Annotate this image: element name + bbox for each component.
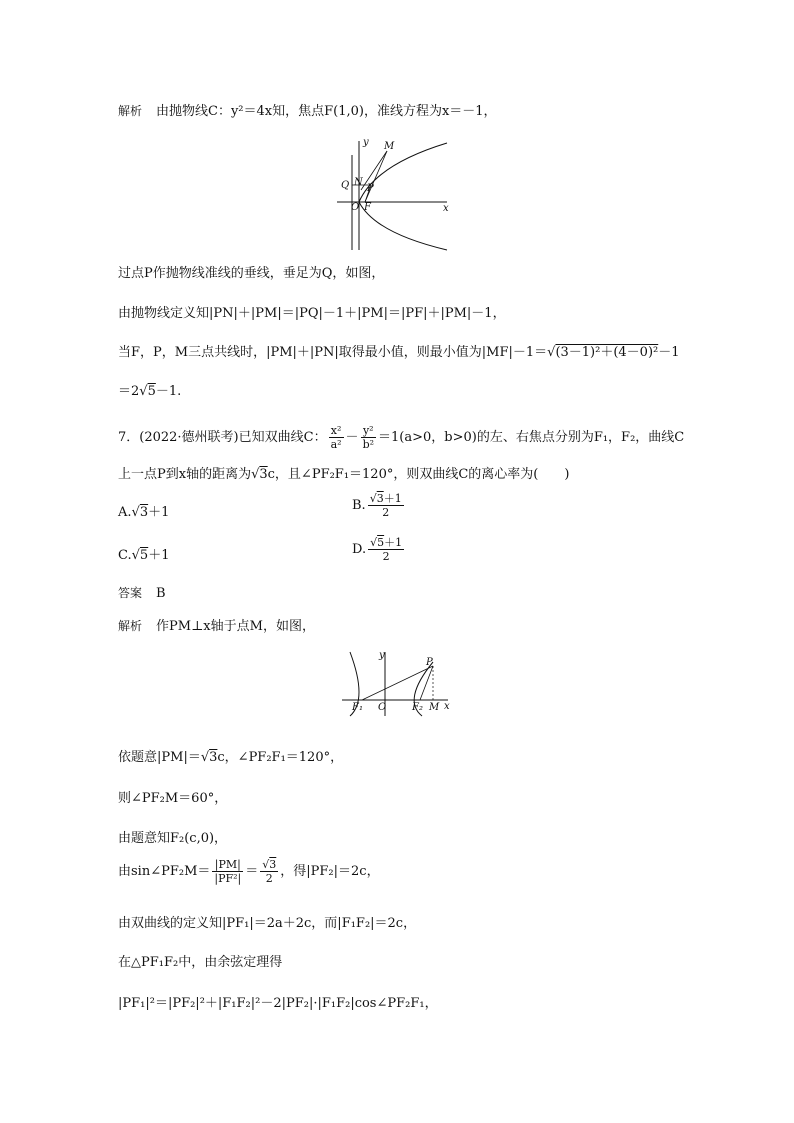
- solution-2-line-8: |PF₁|²＝|PF₂|²＋|F₁F₂|²－2|PF₂|·|F₁F₂|cos∠PF₂F₁，: [118, 996, 438, 1011]
- solution-2-label: 解析: [118, 619, 143, 633]
- q7-frac-x: $\frac{\text{x²}}{\text{a²}}$: [330, 424, 342, 451]
- parabola-curve: [359, 143, 447, 250]
- solution-line-1: [118, 102, 497, 121]
- line4-pre: 当F，P，M三点共线时，|PM|＋|PN|取得最小值，则最小值为|MF|－1＝√: [118, 345, 556, 360]
- fig1-label-M: M: [384, 141, 395, 152]
- solution-2-line-4: 由题意知F₂(c,0)，: [118, 831, 228, 846]
- hyperbola-figure: [340, 648, 455, 718]
- solution-text: 由抛物线C：y²＝4x知，焦点F(1,0)，准线方程为x＝－1，: [156, 104, 497, 119]
- q7-line2-pre: 上一点P到x轴的距离为√: [118, 467, 260, 482]
- fig1-label-x: x: [443, 203, 449, 214]
- line4-radicand: (3－1)²＋(4－0)²: [555, 345, 659, 360]
- option-D-frac: $\frac{√5+1}{2}$: [370, 536, 403, 563]
- line5-post: －1.: [155, 384, 182, 399]
- solution-2-line-1: [118, 617, 315, 636]
- solution-2-line-6: 由双曲线的定义知|PF₁|＝2a＋2c，而|F₁F₂|＝2c，: [118, 916, 417, 931]
- answer-label: 答案: [118, 586, 143, 600]
- option-A-label: A.: [118, 505, 132, 520]
- option-B-frac: $\frac{√3+1}{2}$: [369, 492, 402, 519]
- option-B-label: B.: [352, 498, 366, 513]
- q7-tail: ＝1(a>0，b>0)的左、右焦点分别为F₁，F₂，曲线C: [378, 430, 685, 445]
- parabola-figure: [335, 135, 455, 253]
- fig1-label-N: N: [354, 177, 363, 188]
- solution-2-line-5: 由sin∠PF₂M＝ $\frac{|PM|}{\text{|PF²|}}$ ＝ $\frac{√3}{2}$ ，得|PF₂|＝2c，: [118, 858, 380, 885]
- fig2-label-O: O: [378, 702, 387, 713]
- fig2-label-F2: F₂: [412, 702, 423, 713]
- line5-rad: 5: [147, 384, 156, 399]
- s4-frac-1: $\frac{|PM|}{\text{|PF²|}}$: [214, 858, 242, 885]
- solution-line-5: [118, 383, 181, 401]
- fig2-label-y: y: [379, 650, 385, 661]
- option-C-label: C.: [118, 548, 132, 563]
- q7-line2-rad: 3: [259, 467, 268, 482]
- q7-head: 7．(2022·德州联考)已知双曲线C：: [118, 430, 327, 445]
- fig2-label-P: P: [426, 657, 433, 668]
- q7-frac-y: $\frac{\text{y²}}{\text{b²}}$: [362, 424, 375, 451]
- solution-line-3: 由抛物线定义知|PN|＋|PM|＝|PQ|－1＋|PM|＝|PF|＋|PM|－1，: [118, 306, 506, 321]
- fig2-label-F1: F₁: [352, 702, 363, 713]
- fig1-label-y: y: [363, 137, 369, 148]
- fig2-label-x: x: [444, 701, 450, 712]
- solution-2-text: 作PM⊥x轴于点M，如图，: [156, 619, 315, 634]
- option-D[interactable]: [352, 536, 406, 570]
- s4-frac-2: $\frac{√3}{2}$: [262, 858, 277, 885]
- solution-2-line-2: 依题意|PM|＝√3c，∠PF₂F₁＝120°，: [118, 750, 344, 765]
- solution-2-line-3: 则∠PF₂M＝60°，: [118, 791, 228, 806]
- solution-line-2: 过点P作抛物线准线的垂线，垂足为Q，如图，: [118, 266, 385, 281]
- fig1-label-O: O: [351, 202, 360, 213]
- solution-2-line-7: 在△PF₁F₂中，由余弦定理得: [118, 955, 283, 970]
- answer-line: [118, 584, 166, 603]
- fig1-label-F: F: [364, 202, 371, 213]
- fig1-label-P: P: [367, 183, 374, 194]
- question-7-line-1: [118, 424, 684, 452]
- fig2-label-M: M: [429, 702, 440, 713]
- solution-line-4: [118, 344, 680, 362]
- fig1-label-Q: Q: [341, 180, 350, 191]
- option-D-label: D.: [352, 542, 367, 557]
- option-B[interactable]: [352, 492, 406, 526]
- line5-pre: ＝2√: [118, 384, 148, 399]
- q7-line2-post: c，且∠PF₂F₁＝120°，则双曲线C的离心率为( ): [267, 467, 570, 482]
- segment-NM: [361, 151, 387, 190]
- option-C[interactable]: C.√5＋1: [118, 548, 170, 563]
- line4-post: －1: [658, 345, 680, 360]
- option-A[interactable]: A.√3＋1: [118, 505, 170, 520]
- solution-label: 解析: [118, 104, 143, 118]
- question-7-line-2: [118, 466, 569, 484]
- q7-minus: －: [345, 430, 359, 445]
- answer-value: B: [156, 586, 166, 601]
- segment-FM: [365, 151, 387, 202]
